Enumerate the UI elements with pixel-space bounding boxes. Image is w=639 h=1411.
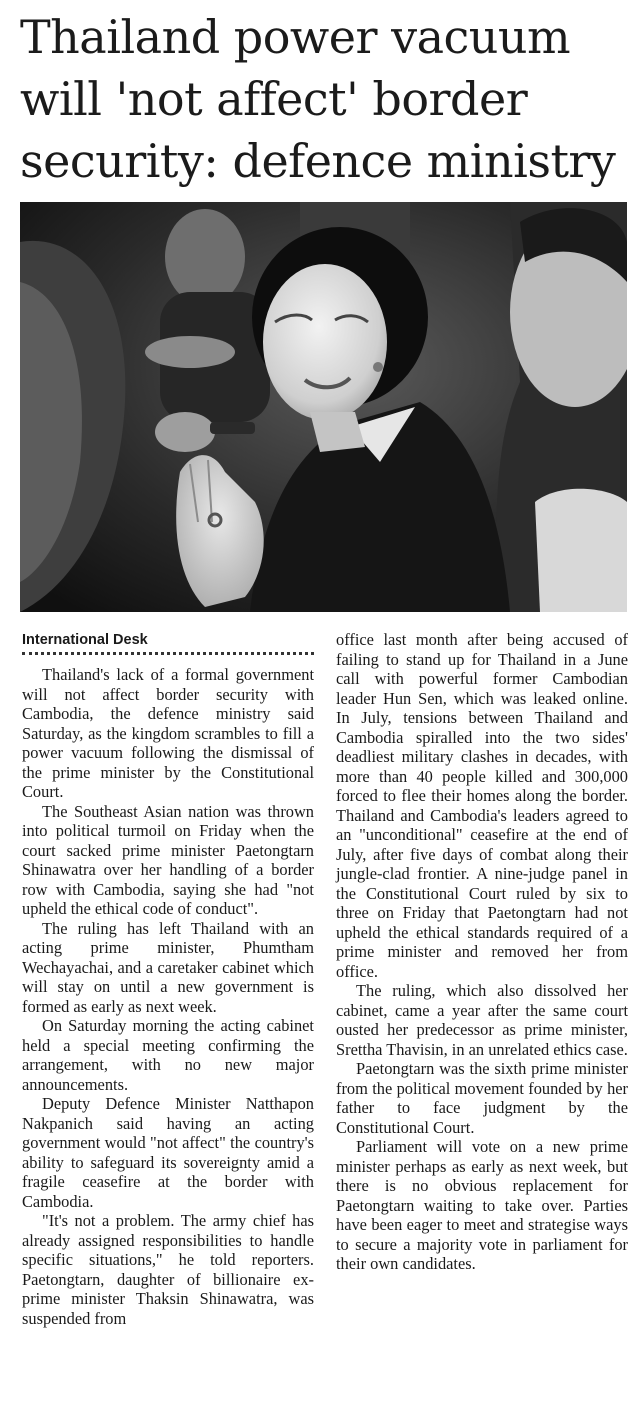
article-paragraph: "It's not a problem. The army chief has already assigned responsibilities to handle specific situations," he told reporters. Paetongtarn, daughter of billionaire ex-prime minister Thaksin Shinawatra, was suspended from <box>22 1211 314 1328</box>
article-paragraph: The ruling, which also dissolved her cabinet, came a year after the same court ousted her predecessor as prime minister, Srettha Thavisin, in an unrelated ethics case. <box>336 981 628 1059</box>
article-column-left <box>22 630 314 1328</box>
article-paragraph: Parliament will vote on a new prime minister perhaps as early as next week, but there is no obvious replacement for Paetongtarn waiting to take over. Parties have been eager to meet and strategise ways to secure a majority vote in parliament for their own candidates. <box>336 1137 628 1273</box>
headline-line: will 'not affect' border <box>20 72 528 126</box>
article-paragraph: The Southeast Asian nation was thrown into political turmoil on Friday when the court sacked prime minister Paetongtarn Shinawatra over her handling of a border row with Cambodia, saying she had "not upheld the ethical code of conduct". <box>22 801 314 918</box>
byline: International Desk <box>22 630 314 655</box>
article-paragraph: Deputy Defence Minister Natthapon Nakpanich said having an acting government would "not affect" the country's ability to safeguard its sovereignty amid a fragile ceasefire at the border with Cambodia. <box>22 1094 314 1211</box>
headline <box>20 6 630 192</box>
press-photo-icon <box>20 202 627 612</box>
article-paragraph: On Saturday morning the acting cabinet held a special meeting confirming the arrangement, with no new major announcements. <box>22 1016 314 1094</box>
article-column-right <box>336 630 628 1274</box>
article-paragraph: office last month after being accused of failing to stand up for Thailand in a June call with powerful former Cambodian leader Hun Sen, which was leaked online. In July, tensions between Thailand and Cambodia spiralled into the two sides' deadliest military clashes in decades, with more than 40 people killed and 300,000 forced to flee their homes along the border. Thailand and Cambodia's leaders agreed to an "unconditional" ceasefire at the end of July, after five days of combat along their jungle-clad frontier. A nine-judge panel in the Constitutional Court ruled by six to three on Friday that Paetongtarn had not upheld the ethical standards required of a prime minister and removed her from office. <box>336 630 628 981</box>
headline-line: security: defence ministry <box>20 134 616 188</box>
article-paragraph: Paetongtarn was the sixth prime minister from the political movement founded by her father to face judgment by the Constitutional Court. <box>336 1059 628 1137</box>
headline-line: Thailand power vacuum <box>20 10 571 64</box>
article-paragraph: The ruling has left Thailand with an acting prime minister, Phumtham Wechayachai, and a caretaker cabinet which will stay on until a new government is formed as early as next week. <box>22 918 314 1016</box>
news-photo <box>20 202 627 612</box>
article-paragraph: Thailand's lack of a formal government will not affect border security with Cambodia, the defence ministry said Saturday, as the kingdom scrambles to fill a power vacuum following the dismissal of the prime minister by the Constitutional Court. <box>22 665 314 801</box>
